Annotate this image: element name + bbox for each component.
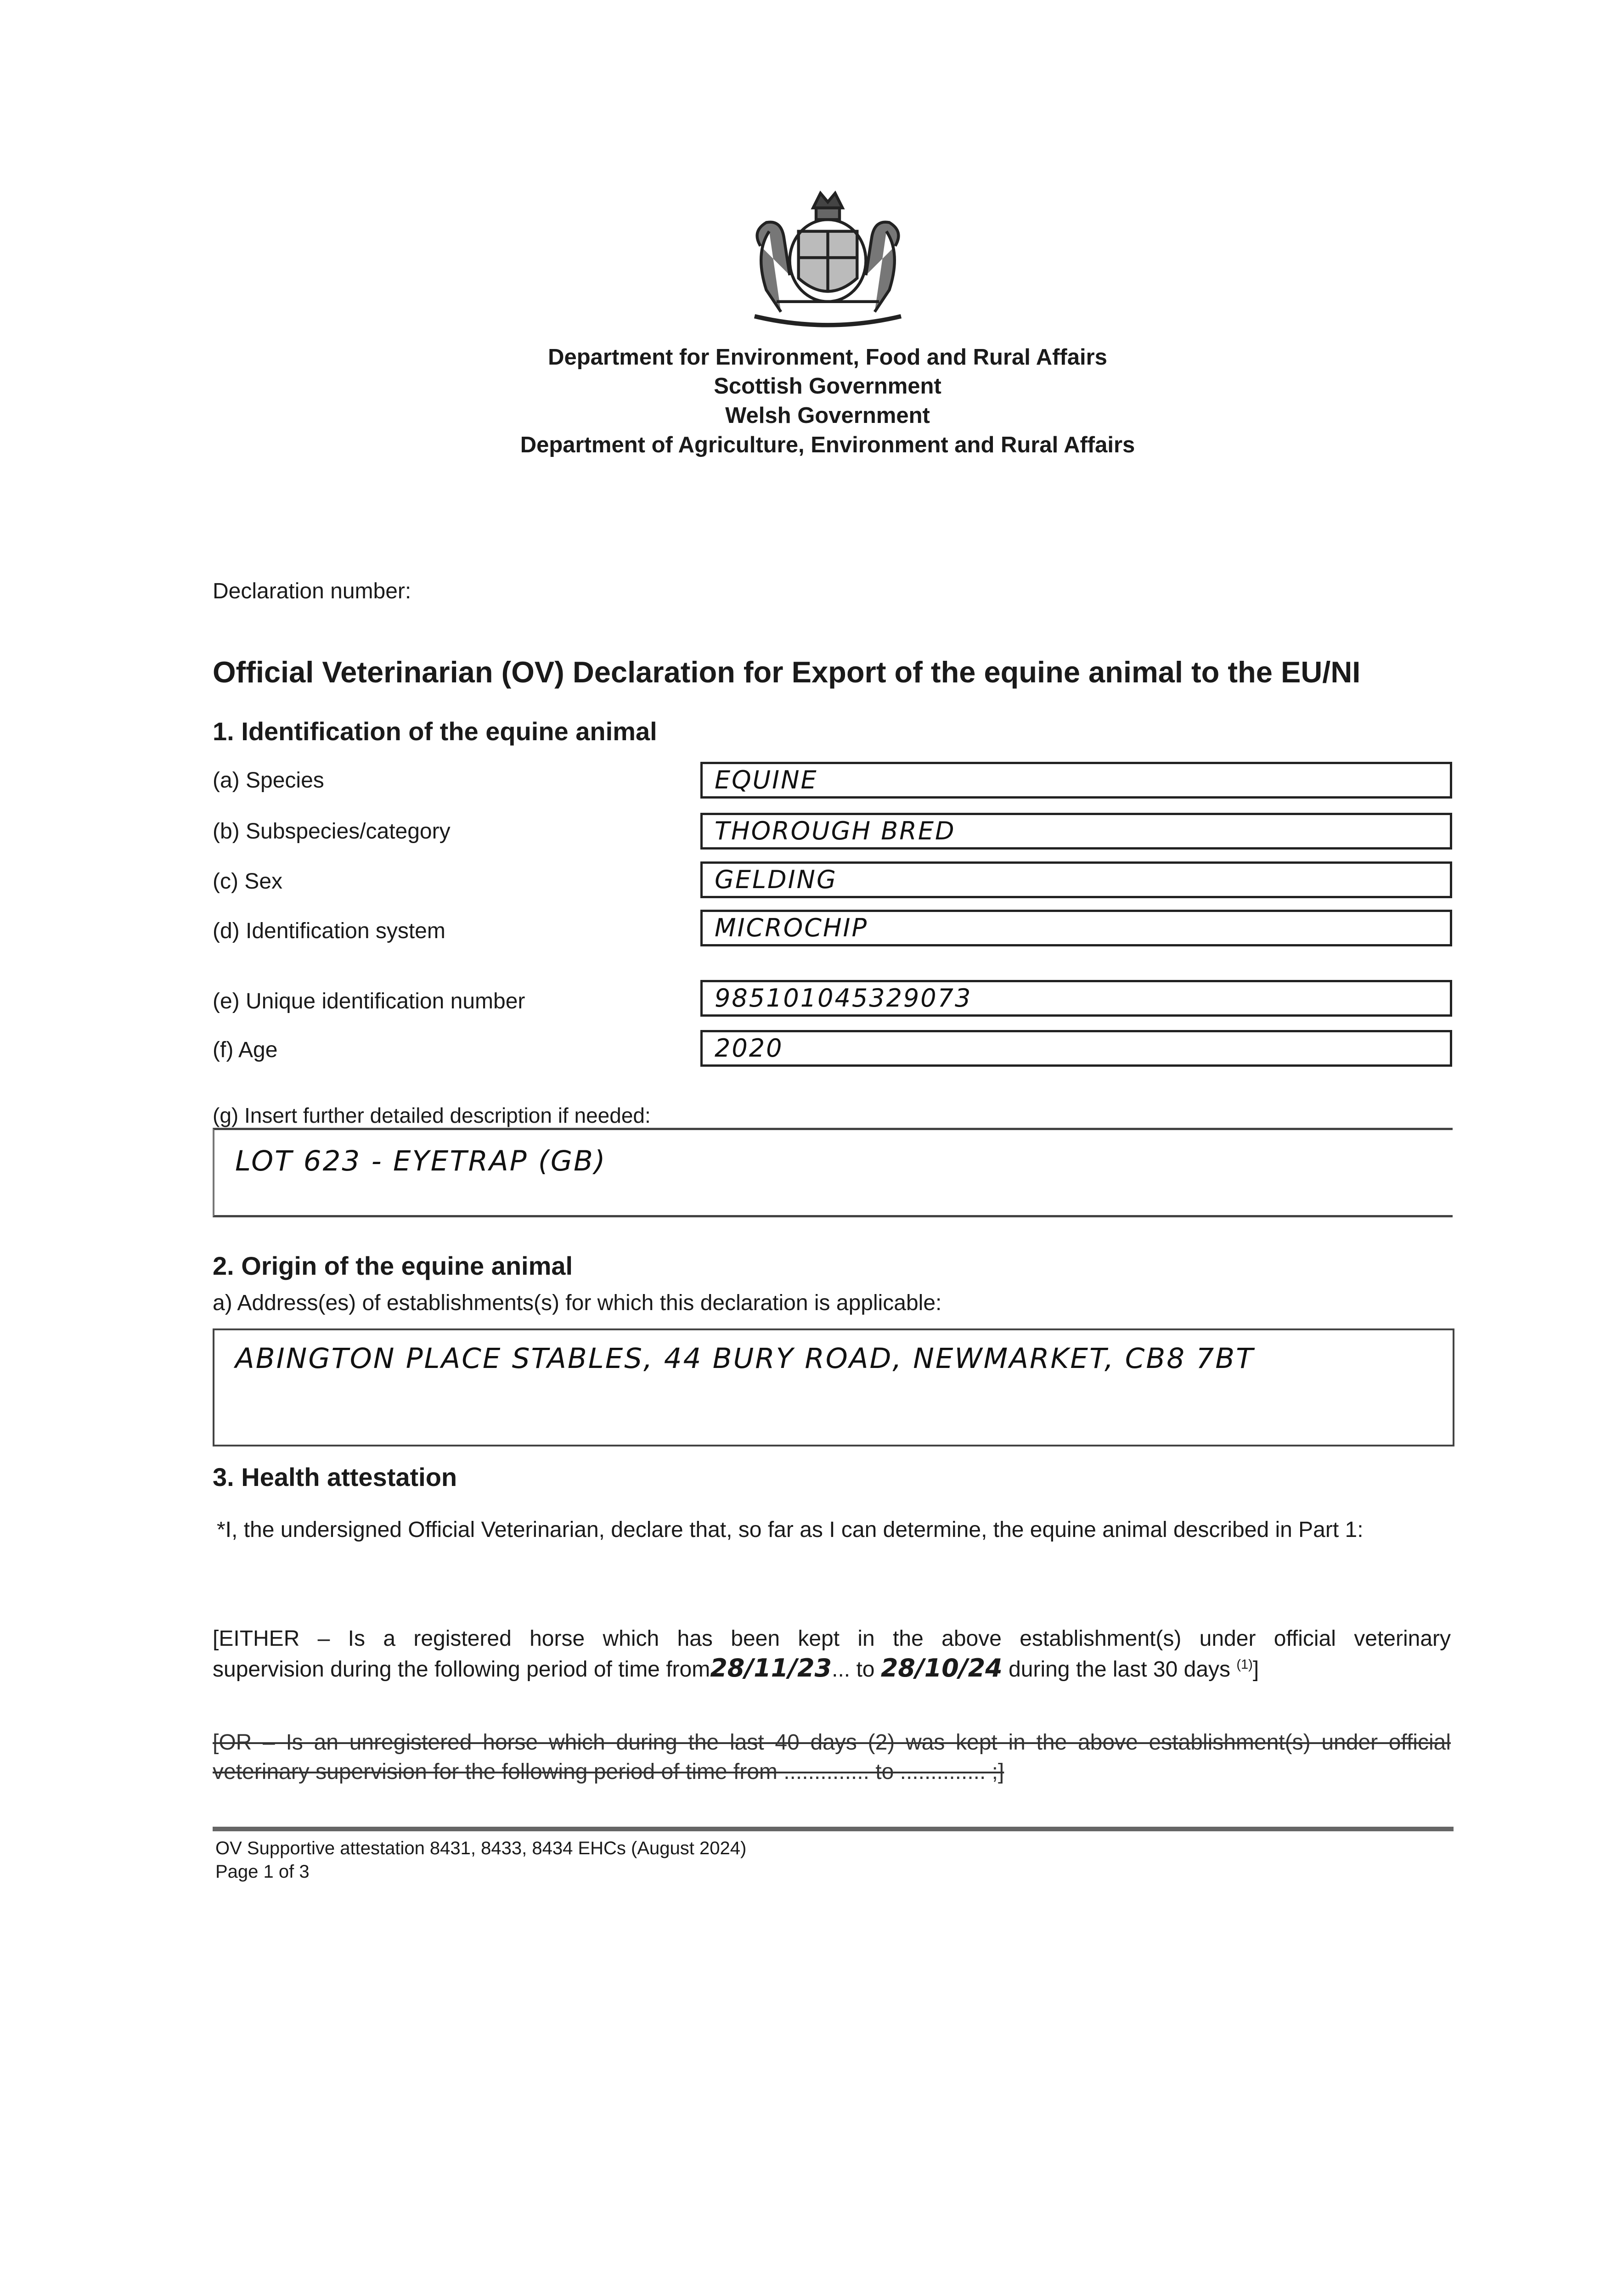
footer-page-number: Page 1 of 3 (215, 1862, 310, 1882)
age-value: 2020 (715, 1034, 783, 1063)
unique-id-field[interactable] (700, 980, 1452, 1017)
age-label: (f) Age (213, 1038, 278, 1062)
royal-coat-of-arms-logo (740, 187, 916, 334)
date-to-value[interactable]: 28/10/24 (880, 1654, 1003, 1683)
either-clause-text: supervision during the following period of time from (213, 1657, 710, 1682)
further-description-field[interactable] (213, 1128, 1453, 1217)
attestation-intro: *I, the undersigned Official Veterinarian, declare that, so far as I can determine, the equine animal described in Part 1: (217, 1518, 1364, 1542)
either-clause-text: ... to (832, 1657, 875, 1682)
department-scotland: Scottish Government (714, 374, 941, 399)
department-defra: Department for Environment, Food and Rural Affairs (548, 345, 1107, 370)
or-clause-line-1-struck: [OR – Is an unregistered horse which during the last 40 days (2) was kept in the above establishment(s) under official (213, 1730, 1451, 1755)
unique-id-label: (e) Unique identification number (213, 989, 525, 1013)
either-clause-line-2 (213, 1654, 1259, 1683)
department-daera: Department of Agriculture, Environment and Rural Affairs (520, 433, 1135, 457)
either-clause-end: ] (1252, 1657, 1259, 1682)
department-wales: Welsh Government (725, 403, 930, 428)
either-clause-line-1: [EITHER – Is a registered horse which has been kept in the above establishment(s) under official veterinary (213, 1626, 1451, 1651)
footnote-ref-1: (1) (1236, 1657, 1253, 1672)
establishment-address-value: ABINGTON PLACE STABLES, 44 BURY ROAD, NEWMARKET, CB8 7BT (235, 1342, 1255, 1375)
subspecies-field[interactable] (700, 813, 1452, 850)
identification-system-field[interactable] (700, 910, 1452, 946)
species-value: EQUINE (715, 765, 818, 794)
establishment-address-field[interactable] (213, 1328, 1454, 1446)
subspecies-value: THOROUGH BRED (715, 816, 956, 845)
sex-label: (c) Sex (213, 869, 283, 894)
identification-system-value: MICROCHIP (715, 913, 868, 942)
identification-system-label: (d) Identification system (213, 919, 445, 943)
sex-field[interactable] (700, 861, 1452, 898)
establishment-address-label: a) Address(es) of establishments(s) for which this declaration is applicable: (213, 1291, 942, 1315)
either-clause-text: during the last 30 days (1009, 1657, 1231, 1682)
subspecies-label: (b) Subspecies/category (213, 819, 451, 844)
age-field[interactable] (700, 1030, 1452, 1067)
section-3-heading: 3. Health attestation (213, 1463, 457, 1491)
sex-value: GELDING (715, 865, 837, 894)
or-clause-line-2-struck: veterinary supervision for the following period of time from .............. to .............. ;] (213, 1760, 1004, 1784)
further-description-label: (g) Insert further detailed description if needed: (213, 1103, 651, 1127)
footer-attestation-ref: OV Supportive attestation 8431, 8433, 8434 EHCs (August 2024) (215, 1838, 747, 1858)
species-field[interactable] (700, 762, 1452, 799)
page-title: Official Veterinarian (OV) Declaration for Export of the equine animal to the EU/NI (213, 655, 1361, 689)
species-label: (a) Species (213, 768, 324, 793)
unique-id-value: 985101045329073 (715, 984, 972, 1013)
declaration-number-label: Declaration number: (213, 579, 411, 603)
date-from-value[interactable]: 28/11/23 (710, 1654, 832, 1683)
section-2-heading: 2. Origin of the equine animal (213, 1251, 573, 1280)
further-description-value: LOT 623 - EYETRAP (GB) (235, 1145, 607, 1177)
section-1-heading: 1. Identification of the equine animal (213, 717, 657, 746)
footer-divider (213, 1827, 1454, 1831)
